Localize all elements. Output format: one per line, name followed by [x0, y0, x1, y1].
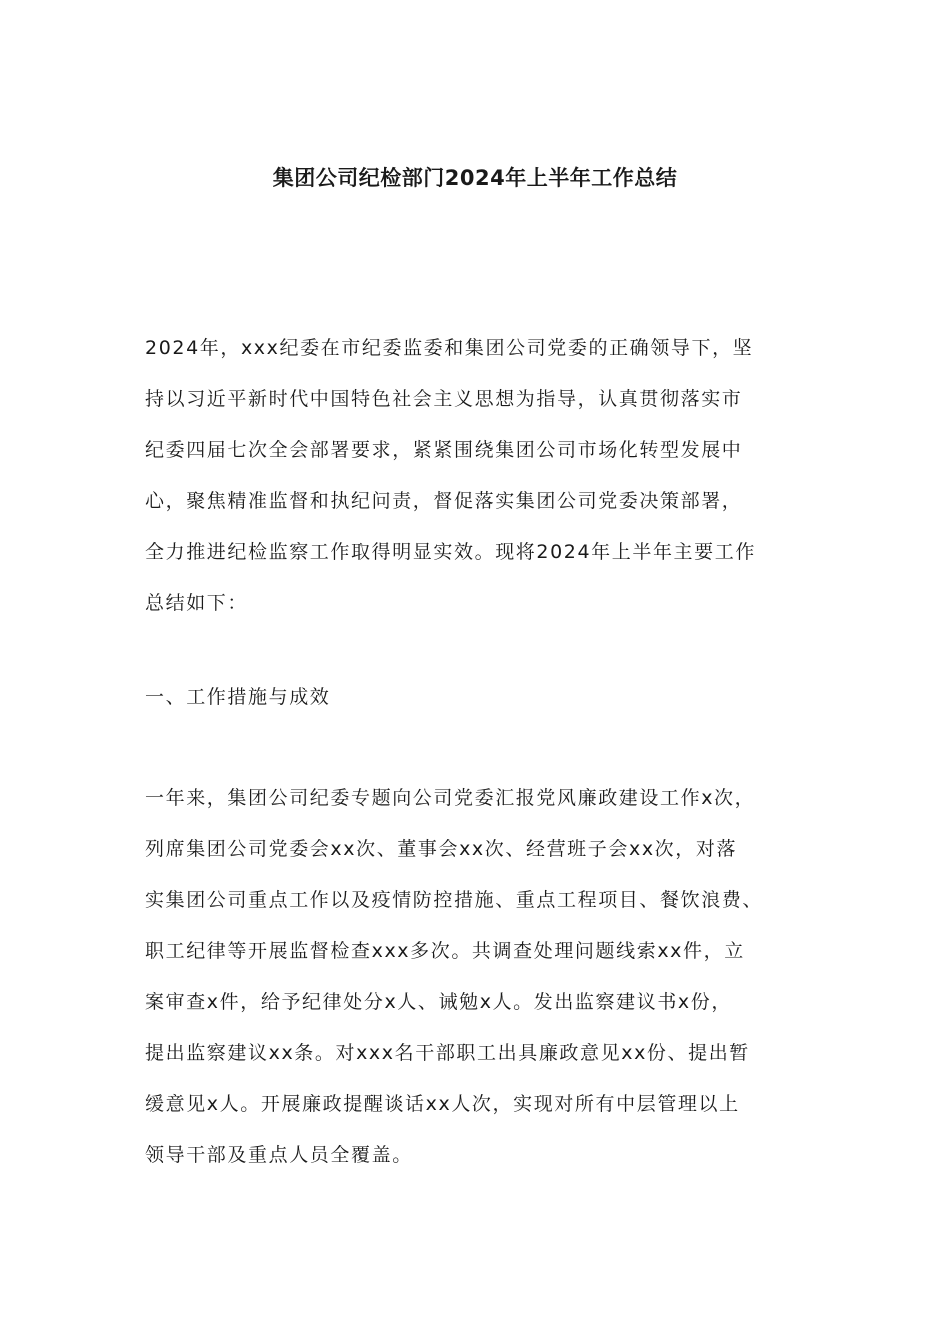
paragraph-line: 总结如下：	[145, 592, 249, 614]
paragraph-line: 纪委四届七次全会部署要求，紧紧围绕集团公司市场化转型发展中	[145, 439, 743, 461]
paragraph-line: 列席集团公司党委会xx次、董事会xx次、经营班子会xx次，对落	[145, 838, 738, 860]
section-heading-text: 一、工作措施与成效	[145, 686, 331, 708]
paragraph-line: 心，聚焦精准监督和执纪问责，督促落实集团公司党委决策部署，	[145, 490, 743, 512]
paragraph-line: 提出监察建议xx条。对xxx名干部职工出具廉政意见xx份、提出暂	[145, 1042, 750, 1064]
paragraph-line: 2024年，xxx纪委在市纪委监委和集团公司党委的正确领导下，坚	[145, 337, 754, 359]
paragraph-line: 全力推进纪检监察工作取得明显实效。现将2024年上半年主要工作	[145, 541, 756, 563]
body-paragraph	[145, 773, 817, 1181]
paragraph-line: 案审查x件，给予纪律处分x人、诫勉x人。发出监察建议书x份，	[145, 991, 732, 1013]
paragraph-line: 持以习近平新时代中国特色社会主义思想为指导，认真贯彻落实市	[145, 388, 743, 410]
paragraph-line: 实集团公司重点工作以及疫情防控措施、重点工程项目、餐饮浪费、	[145, 889, 764, 911]
section-heading	[145, 672, 817, 723]
paragraph-line: 缓意见x人。开展廉政提醒谈话xx人次，实现对所有中层管理以上	[145, 1093, 740, 1115]
document-title: 集团公司纪检部门2024年上半年工作总结	[272, 166, 678, 190]
intro-paragraph	[145, 323, 817, 629]
paragraph-line: 职工纪律等开展监督检查xxx多次。共调查处理问题线索xx件，立	[145, 940, 745, 962]
paragraph-line: 领导干部及重点人员全覆盖。	[145, 1144, 413, 1166]
paragraph-line: 一年来，集团公司纪委专题向公司党委汇报党风廉政建设工作x次，	[145, 787, 756, 809]
